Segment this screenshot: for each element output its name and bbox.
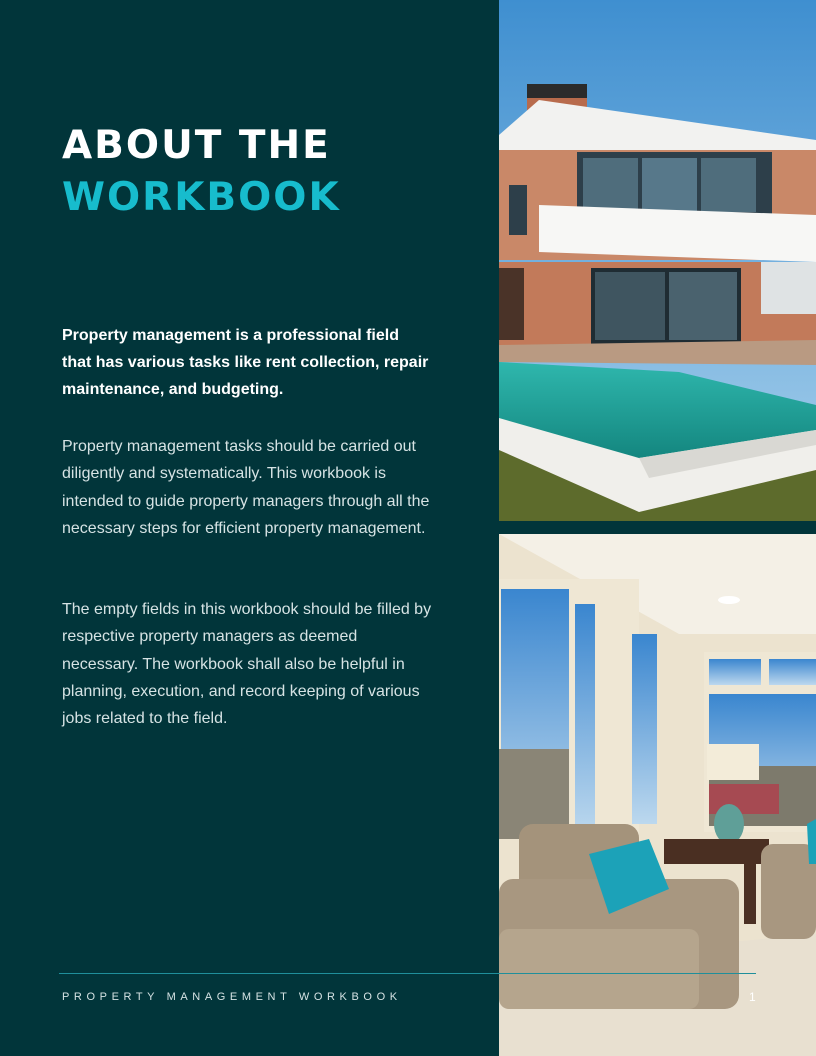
lead-paragraph: Property management is a professional field that has various tasks like rent collection, repair maintenance, and budgeting.: [62, 327, 429, 398]
page-number: 1: [749, 990, 756, 1004]
body-paragraph-2: The empty fields in this workbook should be filled by respective property managers as deemed necessary. The workbook shall also be helpful in planning, execution, and record keeping of various jobs related to the field.: [62, 601, 432, 728]
title-line-1: ABOUT THE: [62, 123, 331, 168]
living-room-photo: [499, 534, 816, 1056]
body-paragraph-1: Property management tasks should be carried out diligently and systematically. This workbook is intended to guide property managers through all the necessary steps for efficient property management.: [62, 438, 430, 537]
footer-title: PROPERTY MANAGEMENT WORKBOOK: [62, 991, 402, 1003]
footer-divider: [59, 973, 756, 974]
house-pool-photo: [499, 0, 816, 521]
title-line-2: WORKBOOK: [62, 175, 341, 220]
page-title: [62, 120, 341, 224]
